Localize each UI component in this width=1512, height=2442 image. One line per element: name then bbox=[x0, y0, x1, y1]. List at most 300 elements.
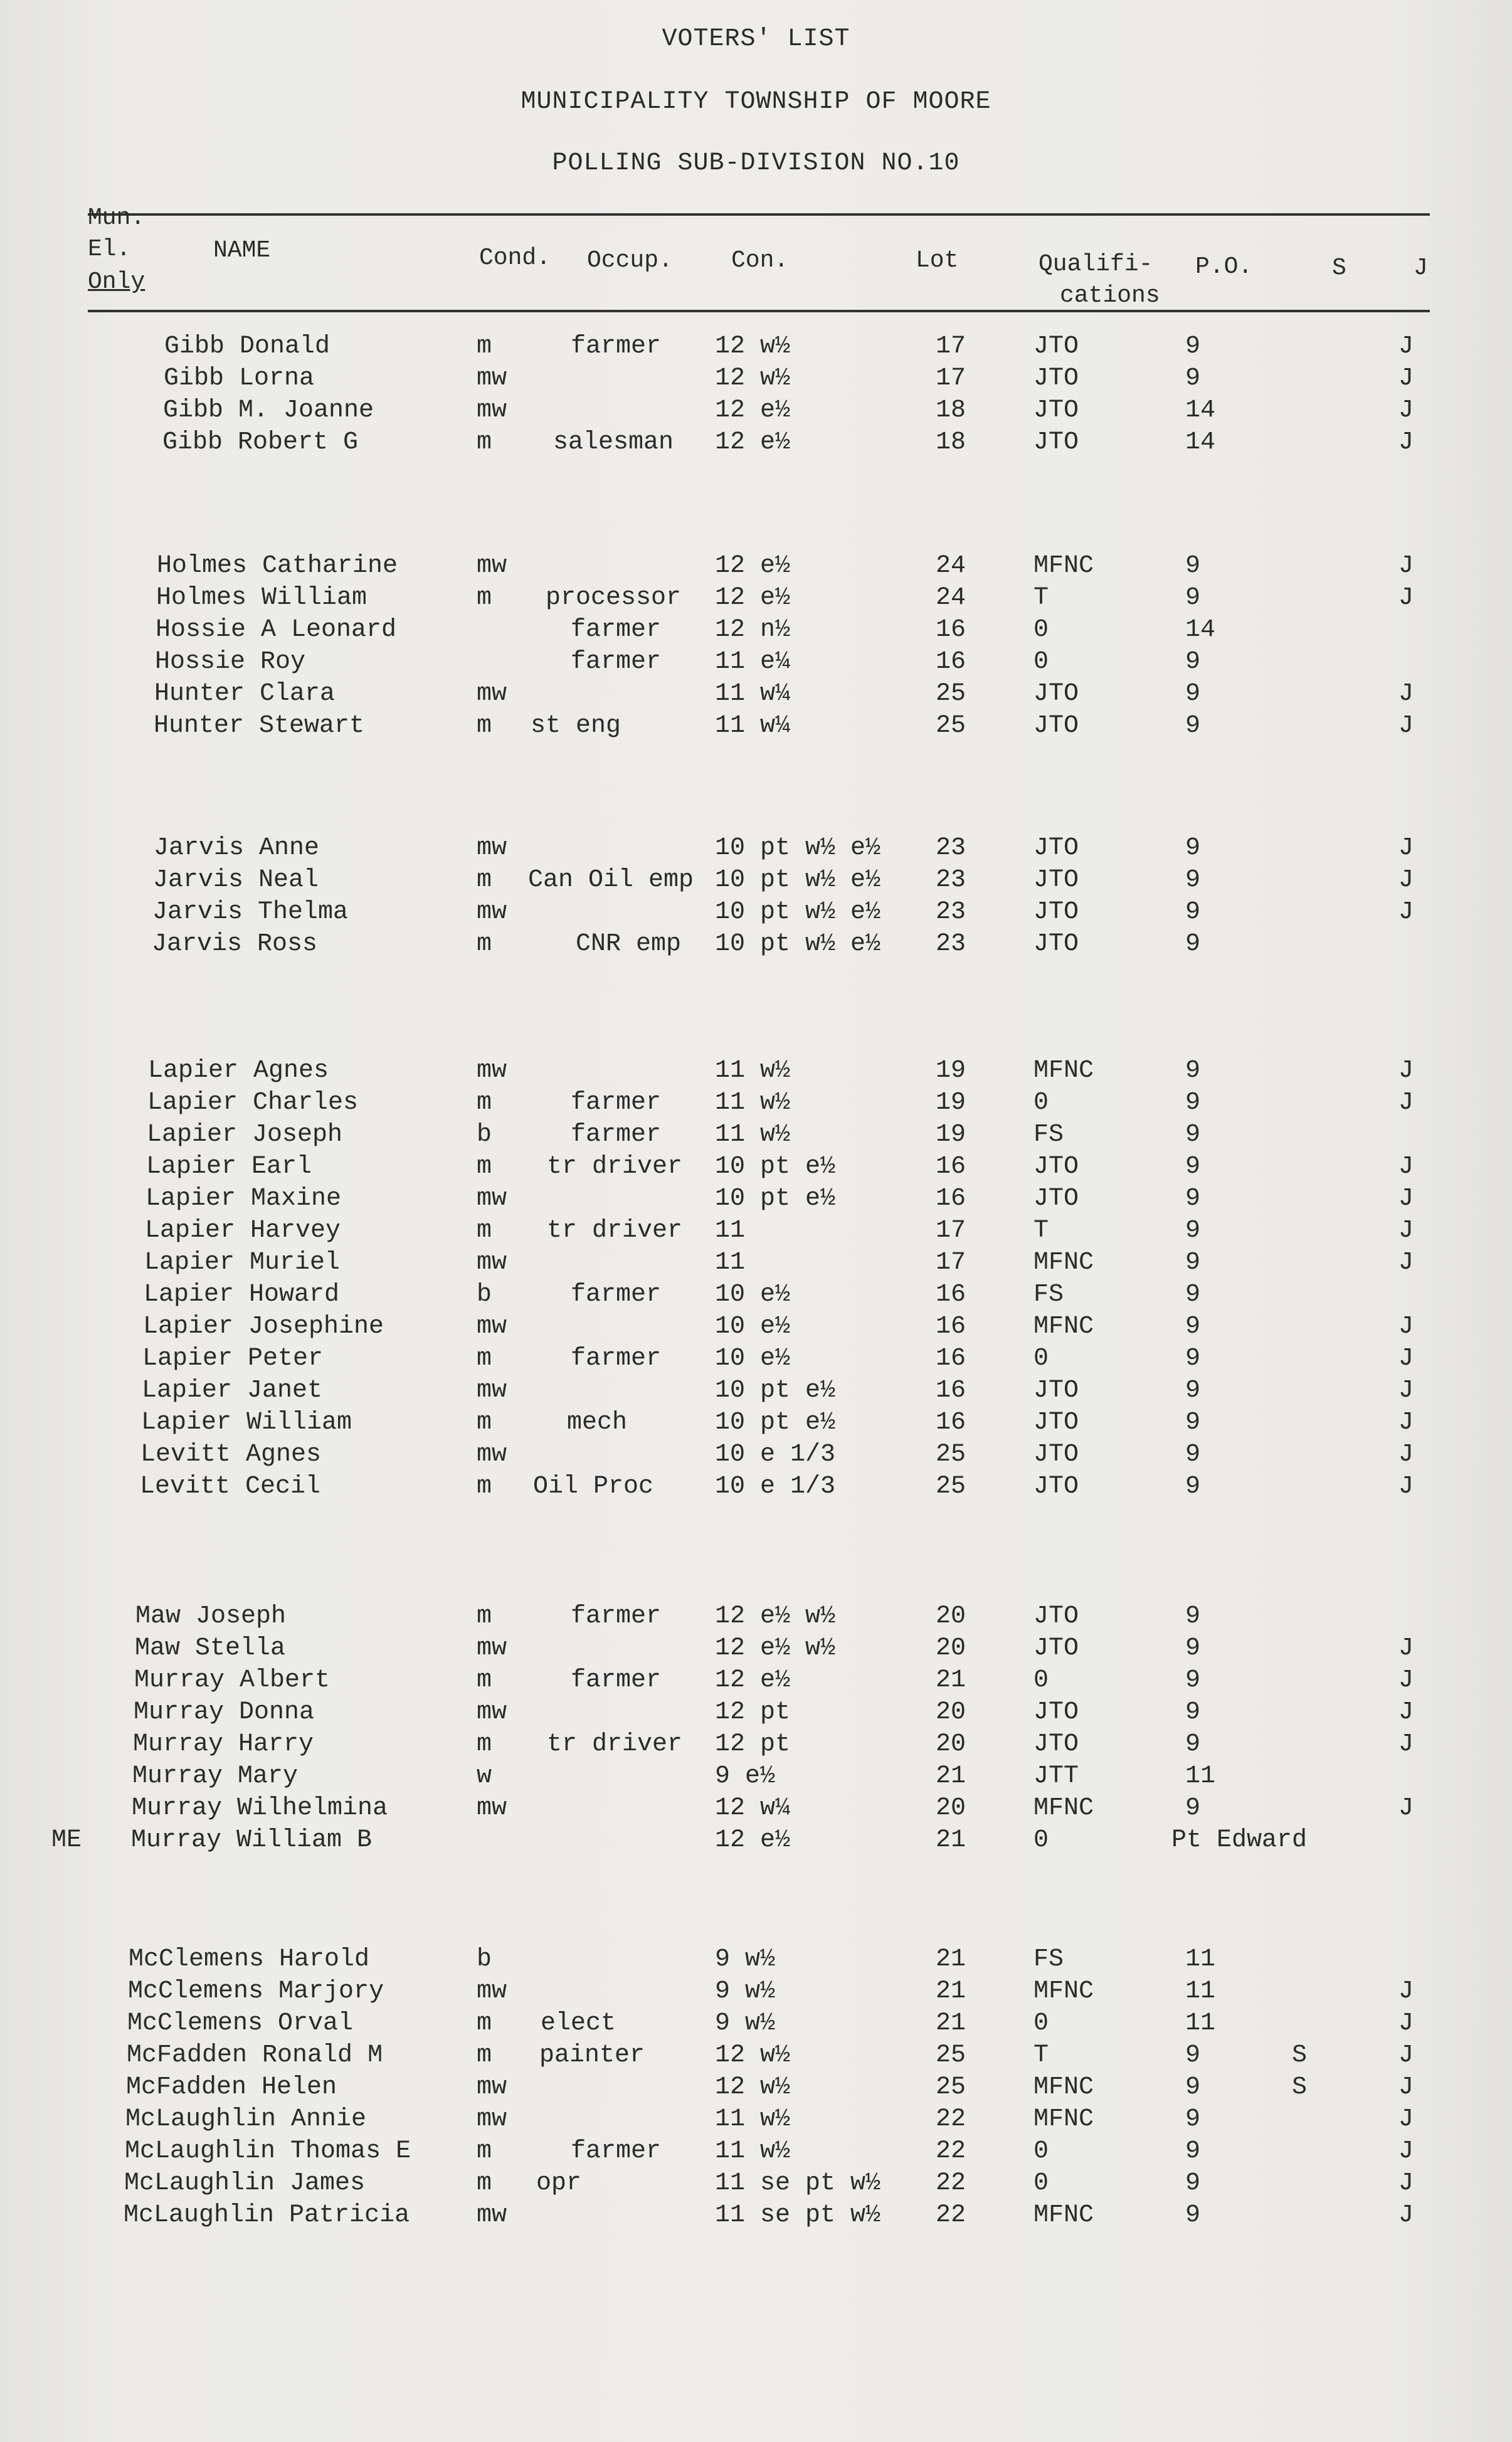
post-office-cell: 9 bbox=[1185, 1089, 1201, 1117]
lot-cell: 16 bbox=[936, 1377, 966, 1405]
voter-row bbox=[0, 1153, 1512, 1185]
qualifications-cell: MFNC bbox=[1034, 1057, 1094, 1085]
post-office-cell: 9 bbox=[1185, 2201, 1201, 2229]
voter-row bbox=[0, 1666, 1512, 1698]
qualifications-cell: MFNC bbox=[1034, 2073, 1094, 2101]
j-cell: J bbox=[1398, 1153, 1414, 1181]
lot-cell: 16 bbox=[936, 1185, 966, 1213]
post-office-cell: 9 bbox=[1185, 1249, 1201, 1277]
voter-row bbox=[0, 552, 1512, 584]
condition-cell: m bbox=[477, 2169, 492, 2197]
lot-cell: 16 bbox=[936, 616, 966, 644]
post-office-cell: 9 bbox=[1185, 2169, 1201, 2197]
condition-cell: m bbox=[477, 2137, 492, 2165]
qualifications-cell: T bbox=[1034, 1217, 1049, 1245]
post-office-cell: 9 bbox=[1185, 1472, 1201, 1501]
voter-name: Lapier Earl bbox=[146, 1153, 312, 1181]
voter-row bbox=[0, 2137, 1512, 2169]
lot-cell: 24 bbox=[936, 552, 966, 580]
concession-cell: 11 w¼ bbox=[715, 712, 791, 740]
post-office-cell: 9 bbox=[1185, 2137, 1201, 2165]
concession-cell: 9 e½ bbox=[715, 1762, 776, 1790]
condition-cell: m bbox=[477, 1666, 492, 1694]
condition-cell: m bbox=[477, 1345, 492, 1373]
voter-name: McFadden Ronald M bbox=[127, 2041, 383, 2069]
occupation-cell: elect bbox=[541, 2009, 616, 2038]
voter-name: Gibb Lorna bbox=[164, 364, 315, 393]
voter-row bbox=[0, 2169, 1512, 2201]
post-office-cell: 9 bbox=[1185, 1217, 1201, 1245]
qualifications-cell: JTO bbox=[1034, 712, 1079, 740]
j-cell: J bbox=[1398, 1472, 1414, 1501]
voter-name: Hunter Stewart bbox=[154, 712, 365, 740]
concession-cell: 12 w¼ bbox=[715, 1794, 791, 1822]
j-cell: J bbox=[1398, 428, 1414, 457]
concession-cell: 11 w¼ bbox=[715, 680, 791, 708]
concession-cell: 12 w½ bbox=[715, 2073, 791, 2101]
s-cell: S bbox=[1292, 2073, 1308, 2101]
occupation-cell: farmer bbox=[571, 1121, 662, 1149]
j-cell: J bbox=[1398, 1185, 1414, 1213]
voter-row bbox=[0, 2041, 1512, 2073]
voter-row bbox=[0, 1345, 1512, 1377]
j-cell: J bbox=[1398, 584, 1414, 612]
occupation-cell: Can Oil emp bbox=[528, 866, 694, 894]
concession-cell: 11 se pt w½ bbox=[715, 2169, 881, 2197]
occupation-cell: farmer bbox=[571, 616, 662, 644]
post-office-cell: 9 bbox=[1185, 1345, 1201, 1373]
voter-name: Hossie A Leonard bbox=[156, 616, 397, 644]
occupation-cell: tr driver bbox=[547, 1217, 683, 1245]
lot-cell: 20 bbox=[936, 1634, 966, 1662]
voter-name: Murray Albert bbox=[134, 1666, 330, 1694]
voter-name: Murray Wilhelmina bbox=[132, 1794, 388, 1822]
j-cell: J bbox=[1398, 1057, 1414, 1085]
header-qualifications-2: cations bbox=[1060, 282, 1160, 309]
concession-cell: 10 pt w½ e½ bbox=[715, 834, 881, 862]
concession-cell: 9 w½ bbox=[715, 1945, 776, 1974]
lot-cell: 21 bbox=[936, 1945, 966, 1974]
voter-name: Murray William B bbox=[131, 1826, 373, 1854]
j-cell: J bbox=[1398, 1977, 1414, 2006]
condition-cell: mw bbox=[477, 1698, 507, 1726]
concession-cell: 11 w½ bbox=[715, 2137, 791, 2165]
concession-cell: 10 pt w½ e½ bbox=[715, 930, 881, 958]
qualifications-cell: JTO bbox=[1034, 332, 1079, 361]
qualifications-cell: JTO bbox=[1034, 930, 1079, 958]
lot-cell: 17 bbox=[936, 1249, 966, 1277]
lot-cell: 25 bbox=[936, 712, 966, 740]
municipality-title: MUNICIPALITY TOWNSHIP OF MOORE bbox=[521, 88, 991, 116]
occupation-cell: farmer bbox=[571, 2137, 662, 2165]
post-office-cell: 9 bbox=[1185, 1409, 1201, 1437]
voter-name: Lapier Muriel bbox=[144, 1249, 341, 1277]
voter-name: Lapier Charles bbox=[147, 1089, 359, 1117]
voter-name: Gibb Donald bbox=[164, 332, 330, 361]
condition-cell: b bbox=[477, 1281, 492, 1309]
lot-cell: 21 bbox=[936, 1977, 966, 2006]
qualifications-cell: FS bbox=[1034, 1945, 1064, 1974]
qualifications-cell: JTO bbox=[1034, 1602, 1079, 1631]
occupation-cell: farmer bbox=[571, 1666, 662, 1694]
j-cell: J bbox=[1398, 2169, 1414, 2197]
post-office-cell: 9 bbox=[1185, 2105, 1201, 2133]
qualifications-cell: JTO bbox=[1034, 1440, 1079, 1469]
occupation-cell: farmer bbox=[571, 648, 662, 676]
condition-cell: mw bbox=[477, 1313, 507, 1341]
lot-cell: 18 bbox=[936, 428, 966, 457]
header-only: Only bbox=[88, 268, 145, 295]
j-cell: J bbox=[1398, 1634, 1414, 1662]
j-cell: J bbox=[1398, 898, 1414, 926]
post-office-cell: 14 bbox=[1185, 428, 1216, 457]
j-cell: J bbox=[1398, 2009, 1414, 2038]
qualifications-cell: 0 bbox=[1034, 2169, 1049, 2197]
qualifications-cell: JTO bbox=[1034, 396, 1079, 425]
header-el: El. bbox=[88, 236, 131, 263]
header-qualifications-1: Qualifi- bbox=[1039, 251, 1153, 278]
lot-cell: 19 bbox=[936, 1089, 966, 1117]
post-office-cell: 9 bbox=[1185, 930, 1201, 958]
condition-cell: mw bbox=[477, 834, 507, 862]
concession-cell: 12 w½ bbox=[715, 332, 791, 361]
header-mun: Mun. bbox=[88, 204, 145, 231]
lot-cell: 20 bbox=[936, 1730, 966, 1758]
concession-cell: 12 e½ bbox=[715, 428, 791, 457]
lot-cell: 20 bbox=[936, 1602, 966, 1631]
voter-name: McLaughlin Annie bbox=[125, 2105, 367, 2133]
j-cell: J bbox=[1398, 2137, 1414, 2165]
voter-name: Lapier Peter bbox=[142, 1345, 324, 1373]
condition-cell: m bbox=[477, 1089, 492, 1117]
concession-cell: 9 w½ bbox=[715, 1977, 776, 2006]
condition-cell: w bbox=[477, 1762, 492, 1790]
post-office-cell: 11 bbox=[1185, 1977, 1216, 2006]
post-office-cell: 9 bbox=[1185, 898, 1201, 926]
lot-cell: 16 bbox=[936, 1313, 966, 1341]
voter-row bbox=[0, 712, 1512, 744]
post-office-cell: 9 bbox=[1185, 712, 1201, 740]
concession-cell: 10 pt e½ bbox=[715, 1185, 836, 1213]
qualifications-cell: FS bbox=[1034, 1281, 1064, 1309]
post-office-cell: 9 bbox=[1185, 1313, 1201, 1341]
voter-row bbox=[0, 898, 1512, 930]
condition-cell: mw bbox=[477, 1440, 507, 1469]
occupation-cell: mech bbox=[567, 1409, 628, 1437]
concession-cell: 10 pt e½ bbox=[715, 1153, 836, 1181]
qualifications-cell: MFNC bbox=[1034, 1313, 1094, 1341]
j-cell: J bbox=[1398, 866, 1414, 894]
voter-row bbox=[0, 1634, 1512, 1666]
voter-name: Levitt Agnes bbox=[140, 1440, 322, 1469]
occupation-cell: processor bbox=[546, 584, 682, 612]
voter-row bbox=[0, 1409, 1512, 1440]
post-office-cell: 9 bbox=[1185, 1634, 1201, 1662]
concession-cell: 11 bbox=[715, 1249, 746, 1277]
occupation-cell: farmer bbox=[571, 332, 662, 361]
condition-cell: mw bbox=[477, 2105, 507, 2133]
s-cell: S bbox=[1292, 2041, 1308, 2069]
voter-row bbox=[0, 428, 1512, 460]
concession-cell: 11 w½ bbox=[715, 2105, 791, 2133]
voter-name: Murray Mary bbox=[132, 1762, 299, 1790]
concession-cell: 12 n½ bbox=[715, 616, 791, 644]
concession-cell: 12 w½ bbox=[715, 364, 791, 393]
condition-cell: m bbox=[477, 428, 492, 457]
concession-cell: 9 w½ bbox=[715, 2009, 776, 2038]
concession-cell: 10 e 1/3 bbox=[715, 1472, 836, 1501]
post-office-cell: 9 bbox=[1185, 1794, 1201, 1822]
header-rule bbox=[88, 310, 1430, 312]
post-office-cell: 9 bbox=[1185, 1698, 1201, 1726]
lot-cell: 25 bbox=[936, 1440, 966, 1469]
lot-cell: 22 bbox=[936, 2169, 966, 2197]
voter-row bbox=[0, 1440, 1512, 1472]
condition-cell: mw bbox=[477, 396, 507, 425]
post-office-cell: 9 bbox=[1185, 1666, 1201, 1694]
lot-cell: 23 bbox=[936, 898, 966, 926]
subdivision-title: POLLING SUB-DIVISION NO.10 bbox=[552, 149, 960, 177]
condition-cell: b bbox=[477, 1945, 492, 1974]
lot-cell: 22 bbox=[936, 2105, 966, 2133]
concession-cell: 10 e½ bbox=[715, 1281, 791, 1309]
voter-row bbox=[0, 1217, 1512, 1249]
j-cell: J bbox=[1398, 1217, 1414, 1245]
post-office-cell: 9 bbox=[1185, 2041, 1201, 2069]
voter-row bbox=[0, 1602, 1512, 1634]
voter-row bbox=[0, 1730, 1512, 1762]
condition-cell: b bbox=[477, 1121, 492, 1149]
lot-cell: 25 bbox=[936, 2073, 966, 2101]
concession-cell: 10 pt e½ bbox=[715, 1377, 836, 1405]
voter-name: McFadden Helen bbox=[126, 2073, 337, 2101]
lot-cell: 16 bbox=[936, 1153, 966, 1181]
post-office-cell: 9 bbox=[1185, 584, 1201, 612]
occupation-cell: salesman bbox=[553, 428, 674, 457]
concession-cell: 12 pt bbox=[715, 1698, 791, 1726]
voter-row bbox=[0, 2201, 1512, 2233]
j-cell: J bbox=[1398, 1698, 1414, 1726]
lot-cell: 16 bbox=[936, 648, 966, 676]
qualifications-cell: 0 bbox=[1034, 1345, 1049, 1373]
lot-cell: 23 bbox=[936, 866, 966, 894]
voter-row bbox=[0, 1313, 1512, 1345]
voter-name: Jarvis Ross bbox=[152, 930, 318, 958]
voter-row bbox=[0, 1698, 1512, 1730]
concession-cell: 11 e¼ bbox=[715, 648, 791, 676]
occupation-cell: tr driver bbox=[547, 1153, 683, 1181]
lot-cell: 21 bbox=[936, 1666, 966, 1694]
qualifications-cell: 0 bbox=[1034, 616, 1049, 644]
occupation-cell: farmer bbox=[571, 1602, 662, 1631]
qualifications-cell: MFNC bbox=[1034, 1794, 1094, 1822]
j-cell: J bbox=[1398, 680, 1414, 708]
occupation-cell: farmer bbox=[571, 1345, 662, 1373]
voter-row bbox=[0, 2073, 1512, 2105]
condition-cell: mw bbox=[477, 2201, 507, 2229]
j-cell: J bbox=[1398, 1666, 1414, 1694]
voter-row bbox=[0, 1185, 1512, 1217]
qualifications-cell: JTO bbox=[1034, 898, 1079, 926]
lot-cell: 19 bbox=[936, 1121, 966, 1149]
post-office-cell: 9 bbox=[1185, 332, 1201, 361]
post-office-cell: 9 bbox=[1185, 834, 1201, 862]
voter-row bbox=[0, 930, 1512, 962]
voter-name: Lapier Harvey bbox=[145, 1217, 341, 1245]
voter-name: McClemens Marjory bbox=[128, 1977, 384, 2006]
condition-cell: mw bbox=[477, 364, 507, 393]
voter-row bbox=[0, 1977, 1512, 2009]
voter-name: Maw Stella bbox=[135, 1634, 286, 1662]
concession-cell: 12 e½ w½ bbox=[715, 1602, 836, 1631]
lot-cell: 25 bbox=[936, 1472, 966, 1501]
lot-cell: 18 bbox=[936, 396, 966, 425]
voter-name: Lapier William bbox=[141, 1409, 352, 1437]
qualifications-cell: JTO bbox=[1034, 364, 1079, 393]
voter-row bbox=[0, 396, 1512, 428]
condition-cell: mw bbox=[477, 1249, 507, 1277]
condition-cell: m bbox=[477, 1730, 492, 1758]
voter-row bbox=[0, 1281, 1512, 1313]
concession-cell: 12 e½ bbox=[715, 552, 791, 580]
voter-name: Holmes Catharine bbox=[157, 552, 398, 580]
voter-row bbox=[0, 584, 1512, 616]
lot-cell: 16 bbox=[936, 1345, 966, 1373]
lot-cell: 19 bbox=[936, 1057, 966, 1085]
lot-cell: 20 bbox=[936, 1698, 966, 1726]
voter-name: Jarvis Anne bbox=[154, 834, 320, 862]
voter-name: Gibb Robert G bbox=[162, 428, 359, 457]
occupation-cell: Oil Proc bbox=[533, 1472, 654, 1501]
condition-cell: mw bbox=[477, 1794, 507, 1822]
voter-row bbox=[0, 1249, 1512, 1281]
header-j: J bbox=[1414, 255, 1428, 282]
voter-row bbox=[0, 364, 1512, 396]
voter-row bbox=[0, 648, 1512, 680]
lot-cell: 21 bbox=[936, 1762, 966, 1790]
post-office-cell: 9 bbox=[1185, 680, 1201, 708]
header-lot: Lot bbox=[916, 247, 959, 274]
voter-name: Gibb M. Joanne bbox=[163, 396, 374, 425]
condition-cell: m bbox=[477, 712, 492, 740]
post-office-cell: 9 bbox=[1185, 1281, 1201, 1309]
qualifications-cell: FS bbox=[1034, 1121, 1064, 1149]
occupation-cell: st eng bbox=[531, 712, 621, 740]
voter-name: Lapier Howard bbox=[144, 1281, 340, 1309]
lot-cell: 17 bbox=[936, 364, 966, 393]
lot-cell: 17 bbox=[936, 1217, 966, 1245]
qualifications-cell: 0 bbox=[1034, 2009, 1049, 2038]
lot-cell: 21 bbox=[936, 1826, 966, 1854]
voter-name: Lapier Josephine bbox=[143, 1313, 384, 1341]
post-office-cell: 9 bbox=[1185, 1057, 1201, 1085]
post-office-cell: 11 bbox=[1185, 1945, 1216, 1974]
lot-cell: 20 bbox=[936, 1794, 966, 1822]
qualifications-cell: 0 bbox=[1034, 2137, 1049, 2165]
concession-cell: 10 pt w½ e½ bbox=[715, 866, 881, 894]
lot-cell: 17 bbox=[936, 332, 966, 361]
condition-cell: mw bbox=[477, 1377, 507, 1405]
header-con: Con. bbox=[731, 247, 789, 274]
list-title: VOTERS' LIST bbox=[662, 25, 850, 53]
lot-cell: 24 bbox=[936, 584, 966, 612]
concession-cell: 12 e½ bbox=[715, 1666, 791, 1694]
voter-name: Hunter Clara bbox=[154, 680, 336, 708]
concession-cell: 12 pt bbox=[715, 1730, 791, 1758]
occupation-cell: tr driver bbox=[547, 1730, 683, 1758]
post-office-cell: 14 bbox=[1185, 396, 1216, 425]
j-cell: J bbox=[1398, 552, 1414, 580]
voter-name: McLaughlin Thomas E bbox=[125, 2137, 411, 2165]
concession-cell: 11 bbox=[715, 1217, 746, 1245]
voter-name: Lapier Agnes bbox=[148, 1057, 329, 1085]
condition-cell: m bbox=[477, 332, 492, 361]
j-cell: J bbox=[1398, 1377, 1414, 1405]
voter-row bbox=[0, 1472, 1512, 1504]
qualifications-cell: MFNC bbox=[1034, 2201, 1094, 2229]
voter-name: Murray Harry bbox=[133, 1730, 314, 1758]
voter-name: Jarvis Neal bbox=[153, 866, 319, 894]
post-office-cell: 9 bbox=[1185, 1440, 1201, 1469]
condition-cell: m bbox=[477, 1153, 492, 1181]
qualifications-cell: JTO bbox=[1034, 1409, 1079, 1437]
post-office-cell: 9 bbox=[1185, 648, 1201, 676]
j-cell: J bbox=[1398, 1794, 1414, 1822]
voter-name: McLaughlin Patricia bbox=[124, 2201, 410, 2229]
voter-row bbox=[0, 2009, 1512, 2041]
condition-cell: mw bbox=[477, 1977, 507, 2006]
j-cell: J bbox=[1398, 1089, 1414, 1117]
qualifications-cell: JTO bbox=[1034, 1472, 1079, 1501]
concession-cell: 11 w½ bbox=[715, 1089, 791, 1117]
concession-cell: 10 pt e½ bbox=[715, 1409, 836, 1437]
condition-cell: mw bbox=[477, 552, 507, 580]
qualifications-cell: T bbox=[1034, 2041, 1049, 2069]
mun-el-only-cell: ME bbox=[51, 1826, 82, 1854]
qualifications-cell: JTT bbox=[1034, 1762, 1079, 1790]
lot-cell: 16 bbox=[936, 1409, 966, 1437]
occupation-cell: farmer bbox=[571, 1089, 662, 1117]
lot-cell: 23 bbox=[936, 930, 966, 958]
voter-row bbox=[0, 1945, 1512, 1977]
qualifications-cell: JTO bbox=[1034, 834, 1079, 862]
voter-row bbox=[0, 834, 1512, 866]
header-occup: Occup. bbox=[587, 247, 673, 274]
condition-cell: m bbox=[477, 584, 492, 612]
j-cell: J bbox=[1398, 2073, 1414, 2101]
j-cell: J bbox=[1398, 2201, 1414, 2229]
qualifications-cell: 0 bbox=[1034, 1826, 1049, 1854]
voter-row bbox=[0, 1121, 1512, 1153]
condition-cell: m bbox=[477, 1409, 492, 1437]
voter-row bbox=[0, 616, 1512, 648]
header-cond: Cond. bbox=[479, 245, 551, 272]
occupation-cell: CNR emp bbox=[576, 930, 682, 958]
j-cell: J bbox=[1398, 1409, 1414, 1437]
post-office-cell: 14 bbox=[1185, 616, 1216, 644]
concession-cell: 12 w½ bbox=[715, 2041, 791, 2069]
lot-cell: 23 bbox=[936, 834, 966, 862]
j-cell: J bbox=[1398, 1249, 1414, 1277]
voter-row bbox=[0, 866, 1512, 898]
concession-cell: 10 e½ bbox=[715, 1345, 791, 1373]
qualifications-cell: JTO bbox=[1034, 428, 1079, 457]
concession-cell: 10 e½ bbox=[715, 1313, 791, 1341]
condition-cell: mw bbox=[477, 898, 507, 926]
j-cell: J bbox=[1398, 1440, 1414, 1469]
qualifications-cell: 0 bbox=[1034, 1089, 1049, 1117]
j-cell: J bbox=[1398, 1730, 1414, 1758]
